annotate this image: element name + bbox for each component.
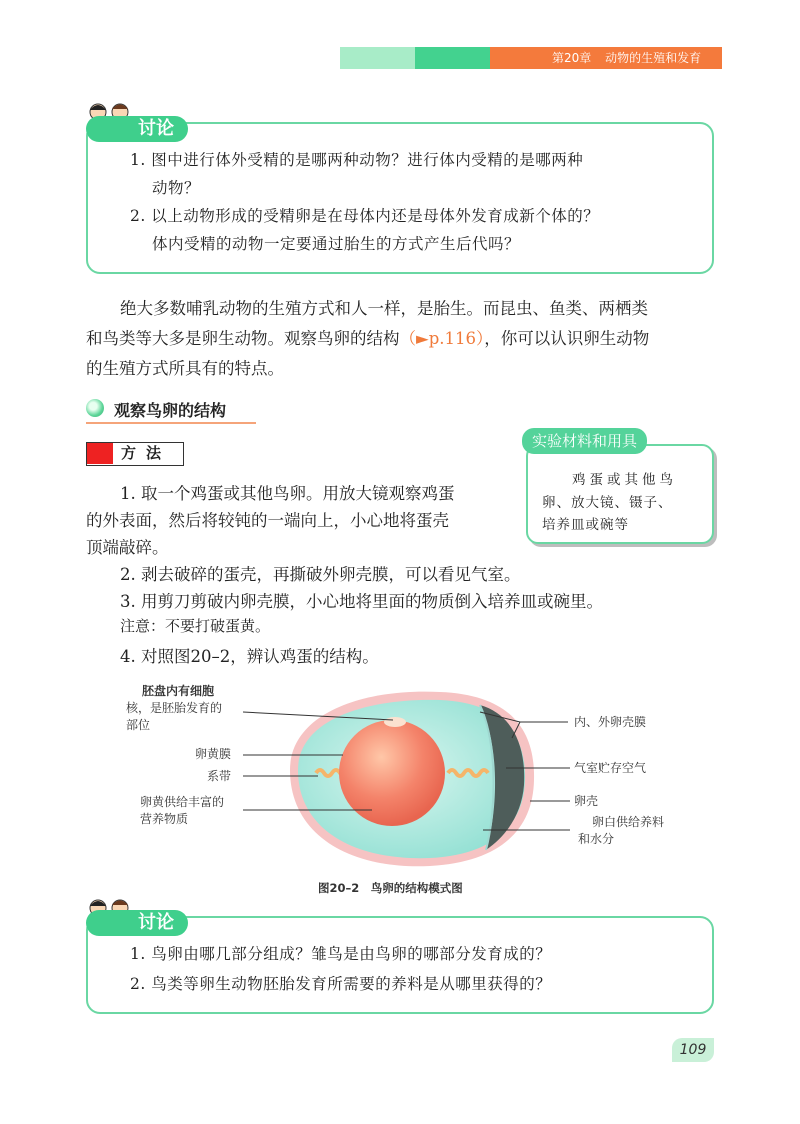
step-1-line-3: 顶端敲碎。 [86, 538, 169, 557]
germinal-disc [384, 717, 406, 727]
chapter-number: 第20章 [552, 51, 592, 65]
label-germinal-disc-1-text: 胚盘内有细胞 [142, 684, 215, 698]
label-yolk-membrane: 卵黄膜 [195, 747, 232, 761]
step-1-line-1: 1. 取一个鸡蛋或其他鸟卵。用放大镜观察鸡蛋 [120, 484, 455, 503]
label-chalaza: 系带 [207, 769, 232, 783]
label-albumen-2: 和水分 [578, 832, 615, 846]
discussion-1-line-3: 2. 以上动物形成的受精卵是在母体内还是母体外发育成新个体的？ [130, 207, 600, 225]
discussion-2-line-1: 1. 鸟卵由哪几部分组成？雏鸟是由鸟卵的哪部分发育成的？ [130, 945, 552, 963]
intro-line-1: 绝大多数哺乳动物的生殖方式和人一样，是胎生。而昆虫、鱼类、两栖类 [120, 299, 648, 318]
label-shell: 卵壳 [574, 794, 599, 808]
step-note: 注意：不要打破蛋黄。 [120, 617, 271, 635]
label-germinal-disc-1 [142, 683, 214, 700]
materials-line-3: 培养皿或碗等 [542, 517, 629, 533]
page-link[interactable]: （►p.116） [399, 329, 485, 348]
materials-line-2: 卵、放大镜、镊子、 [542, 495, 673, 511]
materials-line-1: 鸡蛋或其他鸟 [572, 472, 677, 488]
step-1-line-2: 的外表面，然后将较钝的一端向上，小心地将蛋壳 [86, 511, 449, 530]
method-text: 方法 [121, 444, 172, 462]
discussion-2-line-2: 2. 鸟类等卵生动物胚胎发育所需要的养料是从哪里获得的？ [130, 975, 552, 993]
intro-line-3: 的生殖方式所具有的特点。 [86, 359, 284, 378]
discussion-tag-1: 讨论 [86, 116, 188, 142]
discussion-1-line-1: 1. 图中进行体外受精的是哪两种动物？进行体内受精的是哪两种 [130, 151, 584, 169]
chapter-title: 动物的生殖和发育 [605, 51, 702, 65]
discussion-1-line-2: 动物？ [152, 179, 201, 197]
discussion-tag-2: 讨论 [86, 910, 188, 936]
label-albumen-1: 卵白供给养料 [592, 815, 665, 829]
discussion-1-line-4: 体内受精的动物一定要通过胎生的方式产生后代吗？ [152, 235, 521, 253]
label-yolk-1: 卵黄供给丰富的 [140, 795, 225, 809]
label-germinal-disc-2: 核，是胚胎发育的 [126, 701, 223, 715]
section-title: 观察鸟卵的结构 [114, 401, 227, 420]
step-2: 2. 剥去破碎的蛋壳，再撕破外卵壳膜，可以看见气室。 [120, 565, 521, 584]
materials-tag: 实验材料和用具 [522, 428, 647, 454]
page-number: 109 [672, 1038, 714, 1062]
label-air-cell: 气室贮存空气 [574, 761, 647, 775]
step-4: 4. 对照图20–2，辨认鸡蛋的结构。 [120, 647, 379, 666]
step-3: 3. 用剪刀剪破内卵壳膜，小心地将里面的物质倒入培养皿或碗里。 [120, 592, 603, 611]
label-germinal-disc-3: 部位 [126, 718, 151, 732]
intro-line-2-text: 和鸟类等大多是卵生动物。观察鸟卵的结构 [86, 329, 400, 348]
intro-line-2-tail: ，你可以认识卵生动物 [484, 329, 650, 348]
label-yolk-2: 营养物质 [140, 812, 189, 826]
label-shell-membranes: 内、外卵壳膜 [574, 715, 647, 729]
figure-caption: 图20–2 鸟卵的结构模式图 [318, 881, 463, 895]
